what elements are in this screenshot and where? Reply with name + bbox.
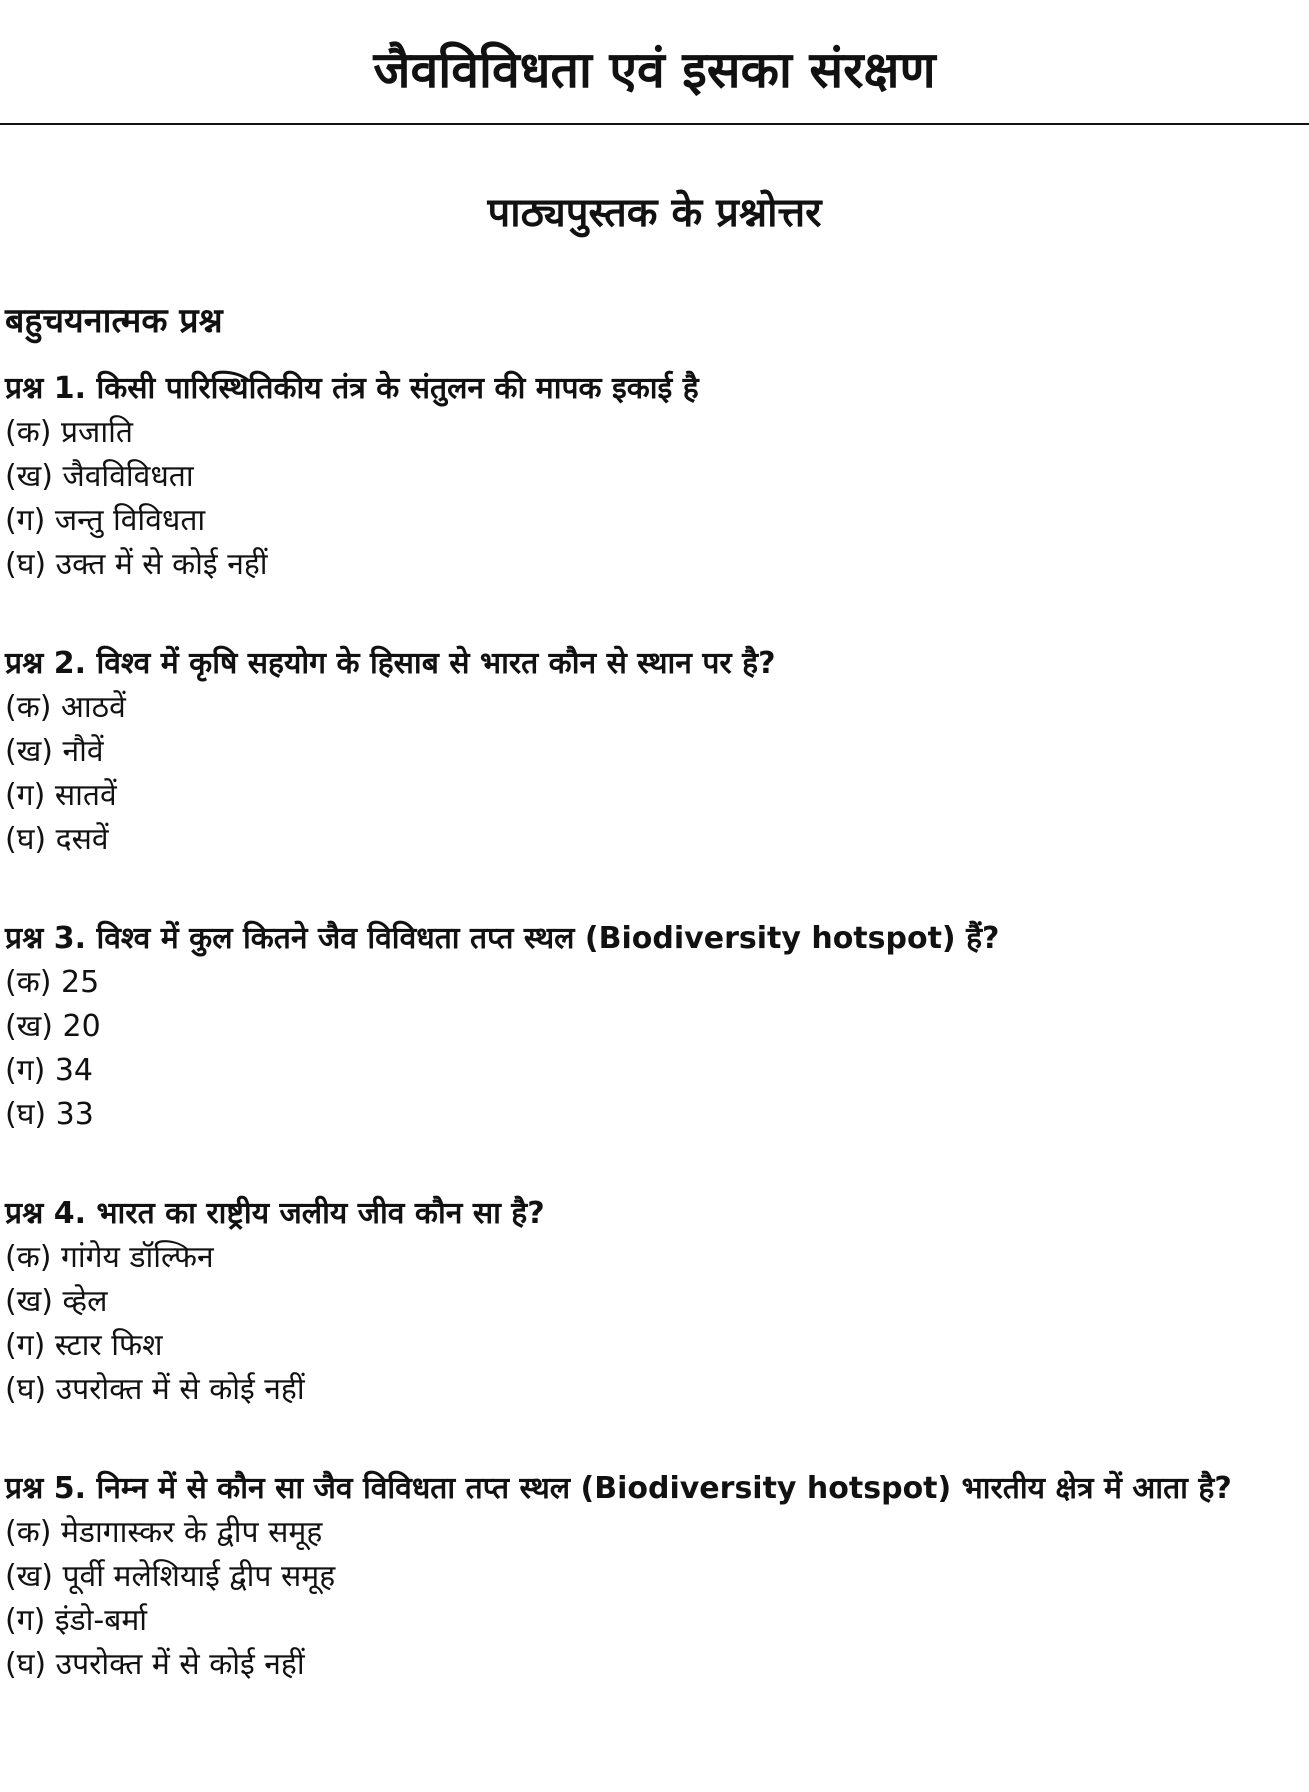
option-item: (घ) उपरोक्त में से कोई नहीं [5,1372,305,1407]
question-text: प्रश्न 2. विश्व में कृषि सहयोग के हिसाब से भारत कौन से स्थान पर है? [5,646,776,681]
question-item [5,642,1295,862]
chapter-title: जैवविविधता एवं इसका संरक्षण [373,40,936,99]
question-text: प्रश्न 4. भारत का राष्ट्रीय जलीय जीव कौन सा है? [5,1196,545,1231]
question-item [5,367,1295,587]
question-text: प्रश्न 5. निम्न में से कौन सा जैव विविधता तप्त स्थल (Biodiversity hotspot) भारतीय क्षेत्र में आता है? [5,1471,1232,1506]
question-list [5,367,1295,1742]
option-item: (घ) 33 [5,1097,94,1132]
option-item: (क) गांगेय डॉल्फिन [5,1240,214,1275]
option-item: (ख) नौवें [5,734,104,769]
option-list [5,411,1295,587]
option-item: (ख) पूर्वी मलेशियाई द्वीप समूह [5,1559,336,1594]
option-item: (ख) व्हेल [5,1284,108,1319]
mcq-heading: बहुचयनात्मक प्रश्न [5,301,223,341]
option-item: (ग) 34 [5,1053,94,1088]
option-item: (ख) 20 [5,1009,101,1044]
option-item: (ख) जैवविविधता [5,459,194,494]
question-item [5,917,1295,1137]
question-text: प्रश्न 3. विश्व में कुल कितने जैव विविधता तप्त स्थल (Biodiversity hotspot) हैं? [5,921,1000,956]
question-item [5,1467,1295,1687]
option-item: (ग) जन्तु विविधता [5,503,206,538]
option-item: (क) मेडागास्कर के द्वीप समूह [5,1515,323,1550]
option-item: (घ) उक्त में से कोई नहीं [5,547,268,582]
option-list [5,1511,1295,1687]
option-item: (ग) सातवें [5,778,117,813]
option-list [5,961,1295,1137]
option-item: (क) प्रजाति [5,415,133,450]
option-item: (ग) इंडो-बर्मा [5,1603,148,1638]
option-item: (घ) दसवें [5,822,109,857]
option-item: (क) 25 [5,965,100,1000]
option-list [5,1236,1295,1412]
option-item: (घ) उपरोक्त में से कोई नहीं [5,1647,305,1682]
option-item: (ग) स्टार फिश [5,1328,163,1363]
title-divider [0,123,1309,125]
option-list [5,686,1295,862]
question-item [5,1192,1295,1412]
section-subtitle: पाठ्यपुस्तक के प्रश्नोत्तर [487,190,822,237]
question-text: प्रश्न 1. किसी पारिस्थितिकीय तंत्र के संतुलन की मापक इकाई है [5,371,699,406]
option-item: (क) आठवें [5,690,126,725]
